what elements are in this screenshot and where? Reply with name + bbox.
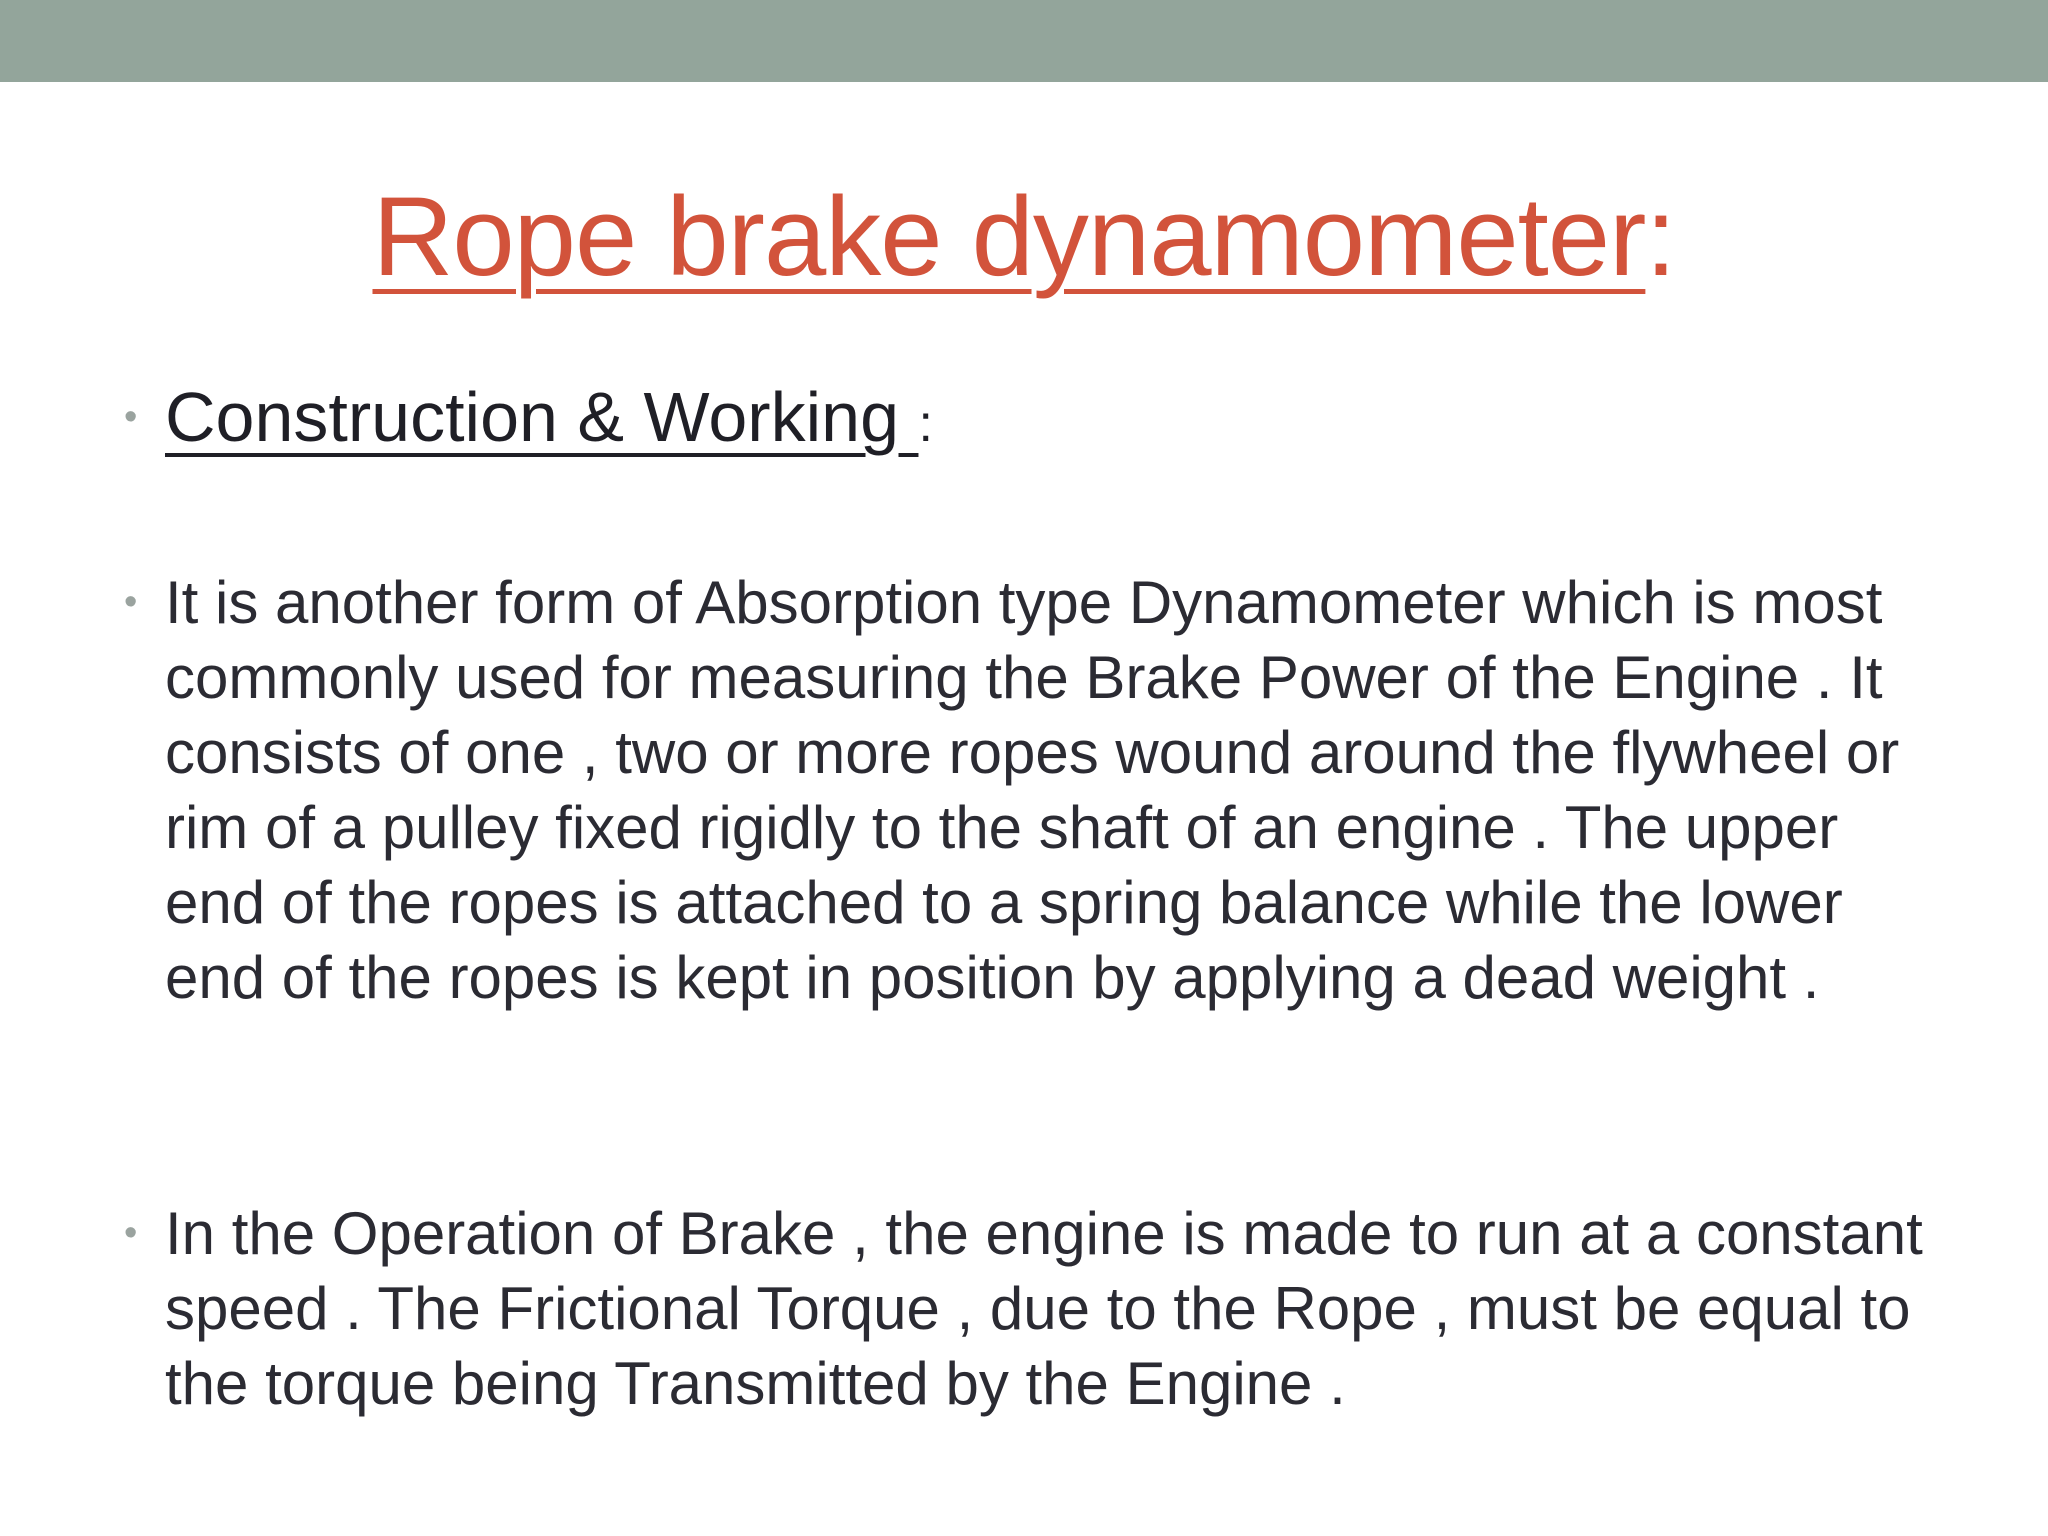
bullet-text: It is another form of Absorption type Dynamometer which is most commonly used for measuring the Brake Power of the Engine . It consists of one , two or more ropes wound around the flywheel or rim of a pulley fixed rigidly to the shaft of an engine . The upper end of the ropes is attached to a spring balance while the lower end of the ropes is kept in position by applying a dead weight . — [165, 569, 1900, 1011]
bullet-absorption-description — [124, 565, 1925, 1015]
section-heading: Construction & Working — [165, 378, 919, 456]
bullet-brake-operation — [124, 1196, 1925, 1421]
section-heading-colon: : — [918, 395, 933, 453]
slide-title-text: Rope brake dynamometer — [372, 174, 1646, 299]
slide-title-colon: : — [1645, 174, 1676, 299]
bullet-text: In the Operation of Brake , the engine is made to run at a constant speed . The Frictional Torque , due to the Rope , must be equal to the torque being Transmitted by the Engine . — [165, 1200, 1923, 1417]
bullet-construction-working — [124, 376, 1925, 465]
bullet-dot-icon: • — [124, 581, 138, 623]
header-band — [0, 0, 2048, 82]
bullet-dot-icon: • — [124, 396, 138, 438]
slide-title — [0, 172, 2048, 302]
bullet-dot-icon: • — [124, 1212, 138, 1254]
